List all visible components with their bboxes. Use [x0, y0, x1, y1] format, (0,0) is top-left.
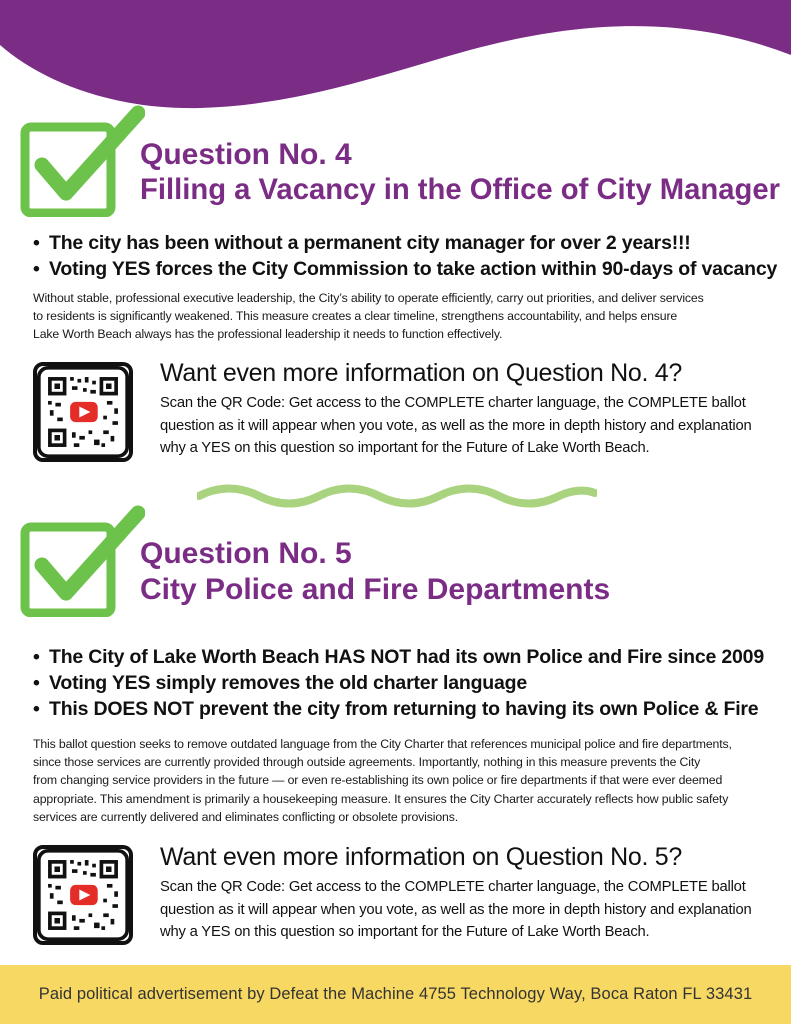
checkbox-check-icon — [20, 105, 145, 217]
question-4-description: Without stable, professional executive leadership, the City’s ability to operate efficiently, carry out priorities, and deliver services to residents is significantly weakened. This measure creates a clear timeline, strengthens accountability, and helps ensure Lake Worth Beach always has the professional leadership it needs to function effectively. — [33, 291, 704, 342]
question-4-bullets — [33, 230, 777, 282]
question-5-info-heading: Want even more information on Question No. 5? — [160, 843, 682, 871]
bullet-item: • The City of Lake Worth Beach HAS NOT had its own Police and Fire since 2009 — [33, 646, 764, 668]
squiggle-divider — [197, 481, 597, 511]
checkbox-check-icon — [20, 505, 145, 617]
qr-code-icon[interactable] — [33, 362, 133, 462]
question-4-title: Filling a Vacancy in the Office of City Manager — [140, 173, 780, 206]
bullet-item: • Voting YES forces the City Commission to take action within 90-days of vacancy — [33, 258, 778, 280]
question-4-info-heading: Want even more information on Question No. 4? — [160, 359, 682, 387]
footer-disclaimer: Paid political advertisement by Defeat the Machine 4755 Technology Way, Boca Raton FL 33431 — [38, 985, 753, 1003]
question-4-info-text: Scan the QR Code: Get access to the COMPLETE charter language, the COMPLETE ballot question as it will appear when you vote, as well as the more in depth history and explanation why a YES on this question so important for the Future of Lake Worth Beach. — [160, 395, 752, 456]
question-5-title: City Police and Fire Departments — [140, 573, 611, 606]
top-purple-wave — [0, 0, 791, 120]
question-4-number: Question No. 4 — [140, 138, 352, 171]
question-5-info-text: Scan the QR Code: Get access to the COMPLETE charter language, the COMPLETE ballot question as it will appear when you vote, as well as the more in depth history and explanation why a YES on this question so important for the Future of Lake Worth Beach. — [160, 879, 752, 940]
question-5-number: Question No. 5 — [140, 537, 352, 570]
bullet-item: • The city has been without a permanent city manager for over 2 years!!! — [33, 232, 691, 254]
question-5-description: This ballot question seeks to remove outdated language from the City Charter that references municipal police and fire departments, since those services are currently provided through outside agreements. Importantly, nothing in this measure prevents the City from changing service providers in the future — or even re-establishing its own police or fire departments if that were ever deemed appropriate. This amendment is primarily a housekeeping measure. It ensures the City Charter accurately reflects how public safety services are currently delivered and eliminates conflicting or obsolete provisions. — [33, 737, 732, 824]
bullet-item: • Voting YES simply removes the old charter language — [33, 672, 527, 694]
bullet-item: • This DOES NOT prevent the city from returning to having its own Police & Fire — [33, 698, 759, 720]
qr-code-icon[interactable] — [33, 845, 133, 945]
question-5-bullets — [33, 644, 764, 722]
